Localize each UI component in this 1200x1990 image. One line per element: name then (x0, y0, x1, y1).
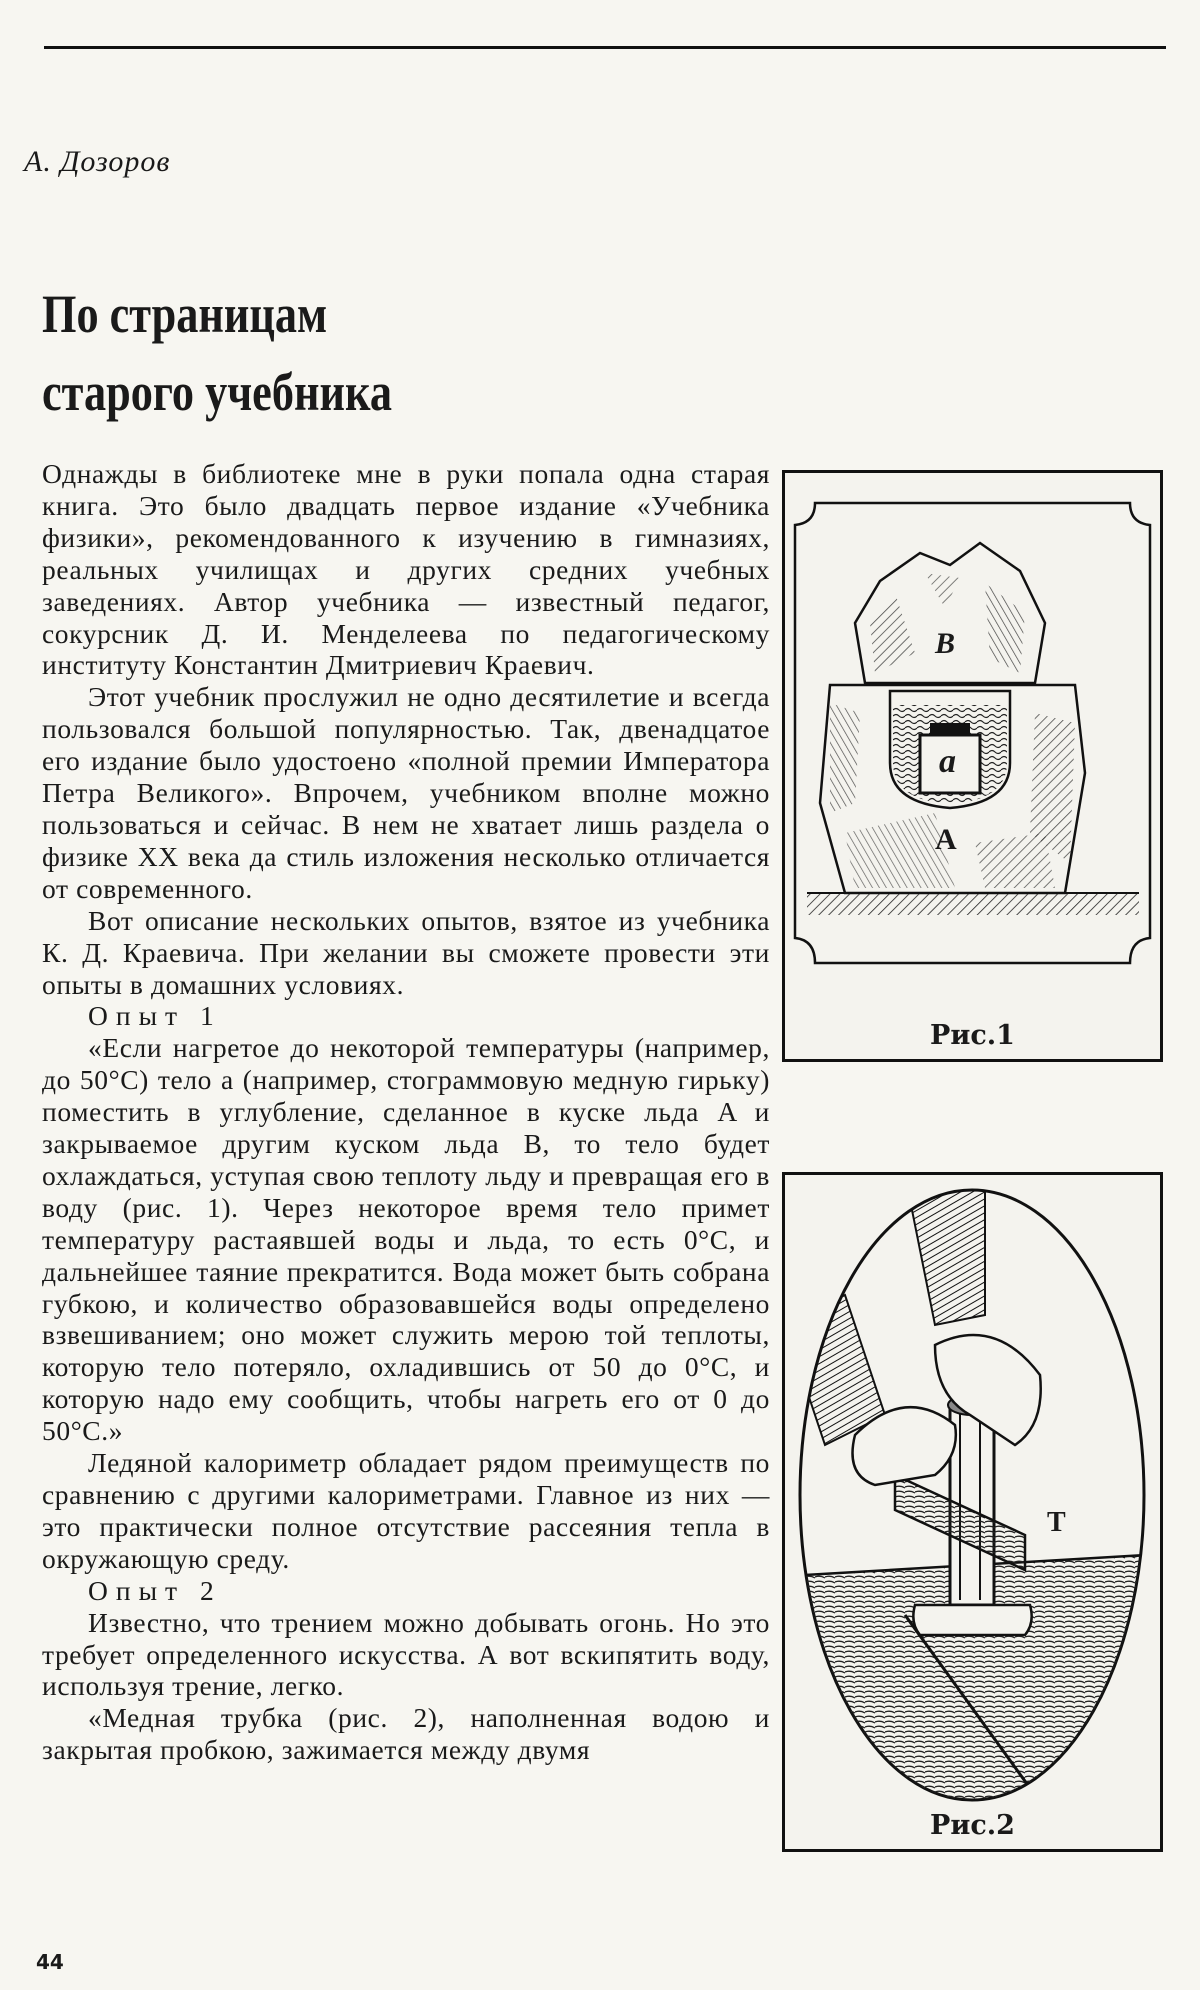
label-lower-ice-a: A (935, 823, 957, 856)
experiment-2-heading: Опыт 2 (88, 1574, 222, 1606)
paragraph-experiment-1-quote: «Если нагретое до некоторой температуры (например, до 50°С) тело a (например, стограммовую медную гирьку) поместить в углубление, сделанное в куске льда A и закрываемое другим куском льда B, то тело будет охлаждаться, уступая свою теплоту льду и превращая его в воду (рис. 1). Через некоторое время тело примет температуру растаявшей воды и льда, то есть 0°С, и дальнейшее таяние прекратится. Вода может быть собрана губкою, и количество образовавшейся воды определено взвешиванием; оно может служить мерою той теплоты, которую тело потеряло, охладившись от 50 до 0°С, и которую надо ему сообщить, чтобы нагреть его от 0 до 50°С.» (42, 1032, 770, 1447)
label-weight-a: a (939, 743, 956, 780)
paragraph-intro: Однажды в библиотеке мне в руки попала одна старая книга. Это было двадцать первое издание «Учебника физики», рекомендованного к изучению в гимназиях, реальных училищах и других средних учебных заведениях. Автор учебника — известный педагог, сокурсник Д. И. Менделеева по педагогическому институту Константин Дмитриевич Краевич. (42, 458, 770, 681)
figure-2-caption: Рис.2 (930, 1810, 1015, 1841)
top-rule (44, 46, 1166, 49)
article-body (42, 458, 770, 1766)
paragraph-experiment-2-quote: «Медная трубка (рис. 2), наполненная водою и закрытая пробкою, зажимается между двумя (42, 1702, 770, 1766)
paragraph-experiments-intro: Вот описание нескольких опытов, взятое из учебника К. Д. Краевича. При желании вы сможете провести эти опыты в домашних условиях. (42, 904, 770, 1000)
figure-1-illustration (785, 473, 1160, 1059)
article-title (42, 275, 392, 431)
paragraph-calorimeter: Ледяной калориметр обладает рядом преимуществ по сравнению с другими калориметрами. Главное из них — это практически полное отсутствие рассеяния тепла в окружающую среду. (42, 1447, 770, 1574)
article-title-line-1: По страницам (42, 284, 328, 344)
figure-2-illustration (785, 1175, 1160, 1849)
article-title-line-2: старого учебника (42, 362, 392, 422)
experiment-1-heading: Опыт 1 (88, 1000, 222, 1032)
author-name: А. Дозоров (24, 145, 171, 178)
ground (807, 893, 1139, 915)
paragraph-friction: Известно, что трением можно добывать огонь. Но это требует определенного искусства. А вот вскипятить воду, используя трение, легко. (42, 1606, 770, 1702)
page-number: 44 (36, 1950, 64, 1974)
figure-1-caption: Рис.1 (930, 1020, 1015, 1051)
label-clamp-t: T (1047, 1507, 1066, 1538)
figure-2-friction-tube (782, 1172, 1163, 1852)
paragraph-popularity: Этот учебник прослужил не одно десятилетие и всегда пользовался большой популярностью. Так, двенадцатое его издание было удостоено «полной премии Императора Петра Великого». Впрочем, учебником вполне можно пользоваться и сейчас. В нем не хватает лишь раздела о физике XX века да стиль изложения несколько отличается от современного. (42, 681, 770, 904)
figure-1-ice-calorimeter (782, 470, 1163, 1062)
label-upper-ice-b: B (935, 627, 956, 660)
